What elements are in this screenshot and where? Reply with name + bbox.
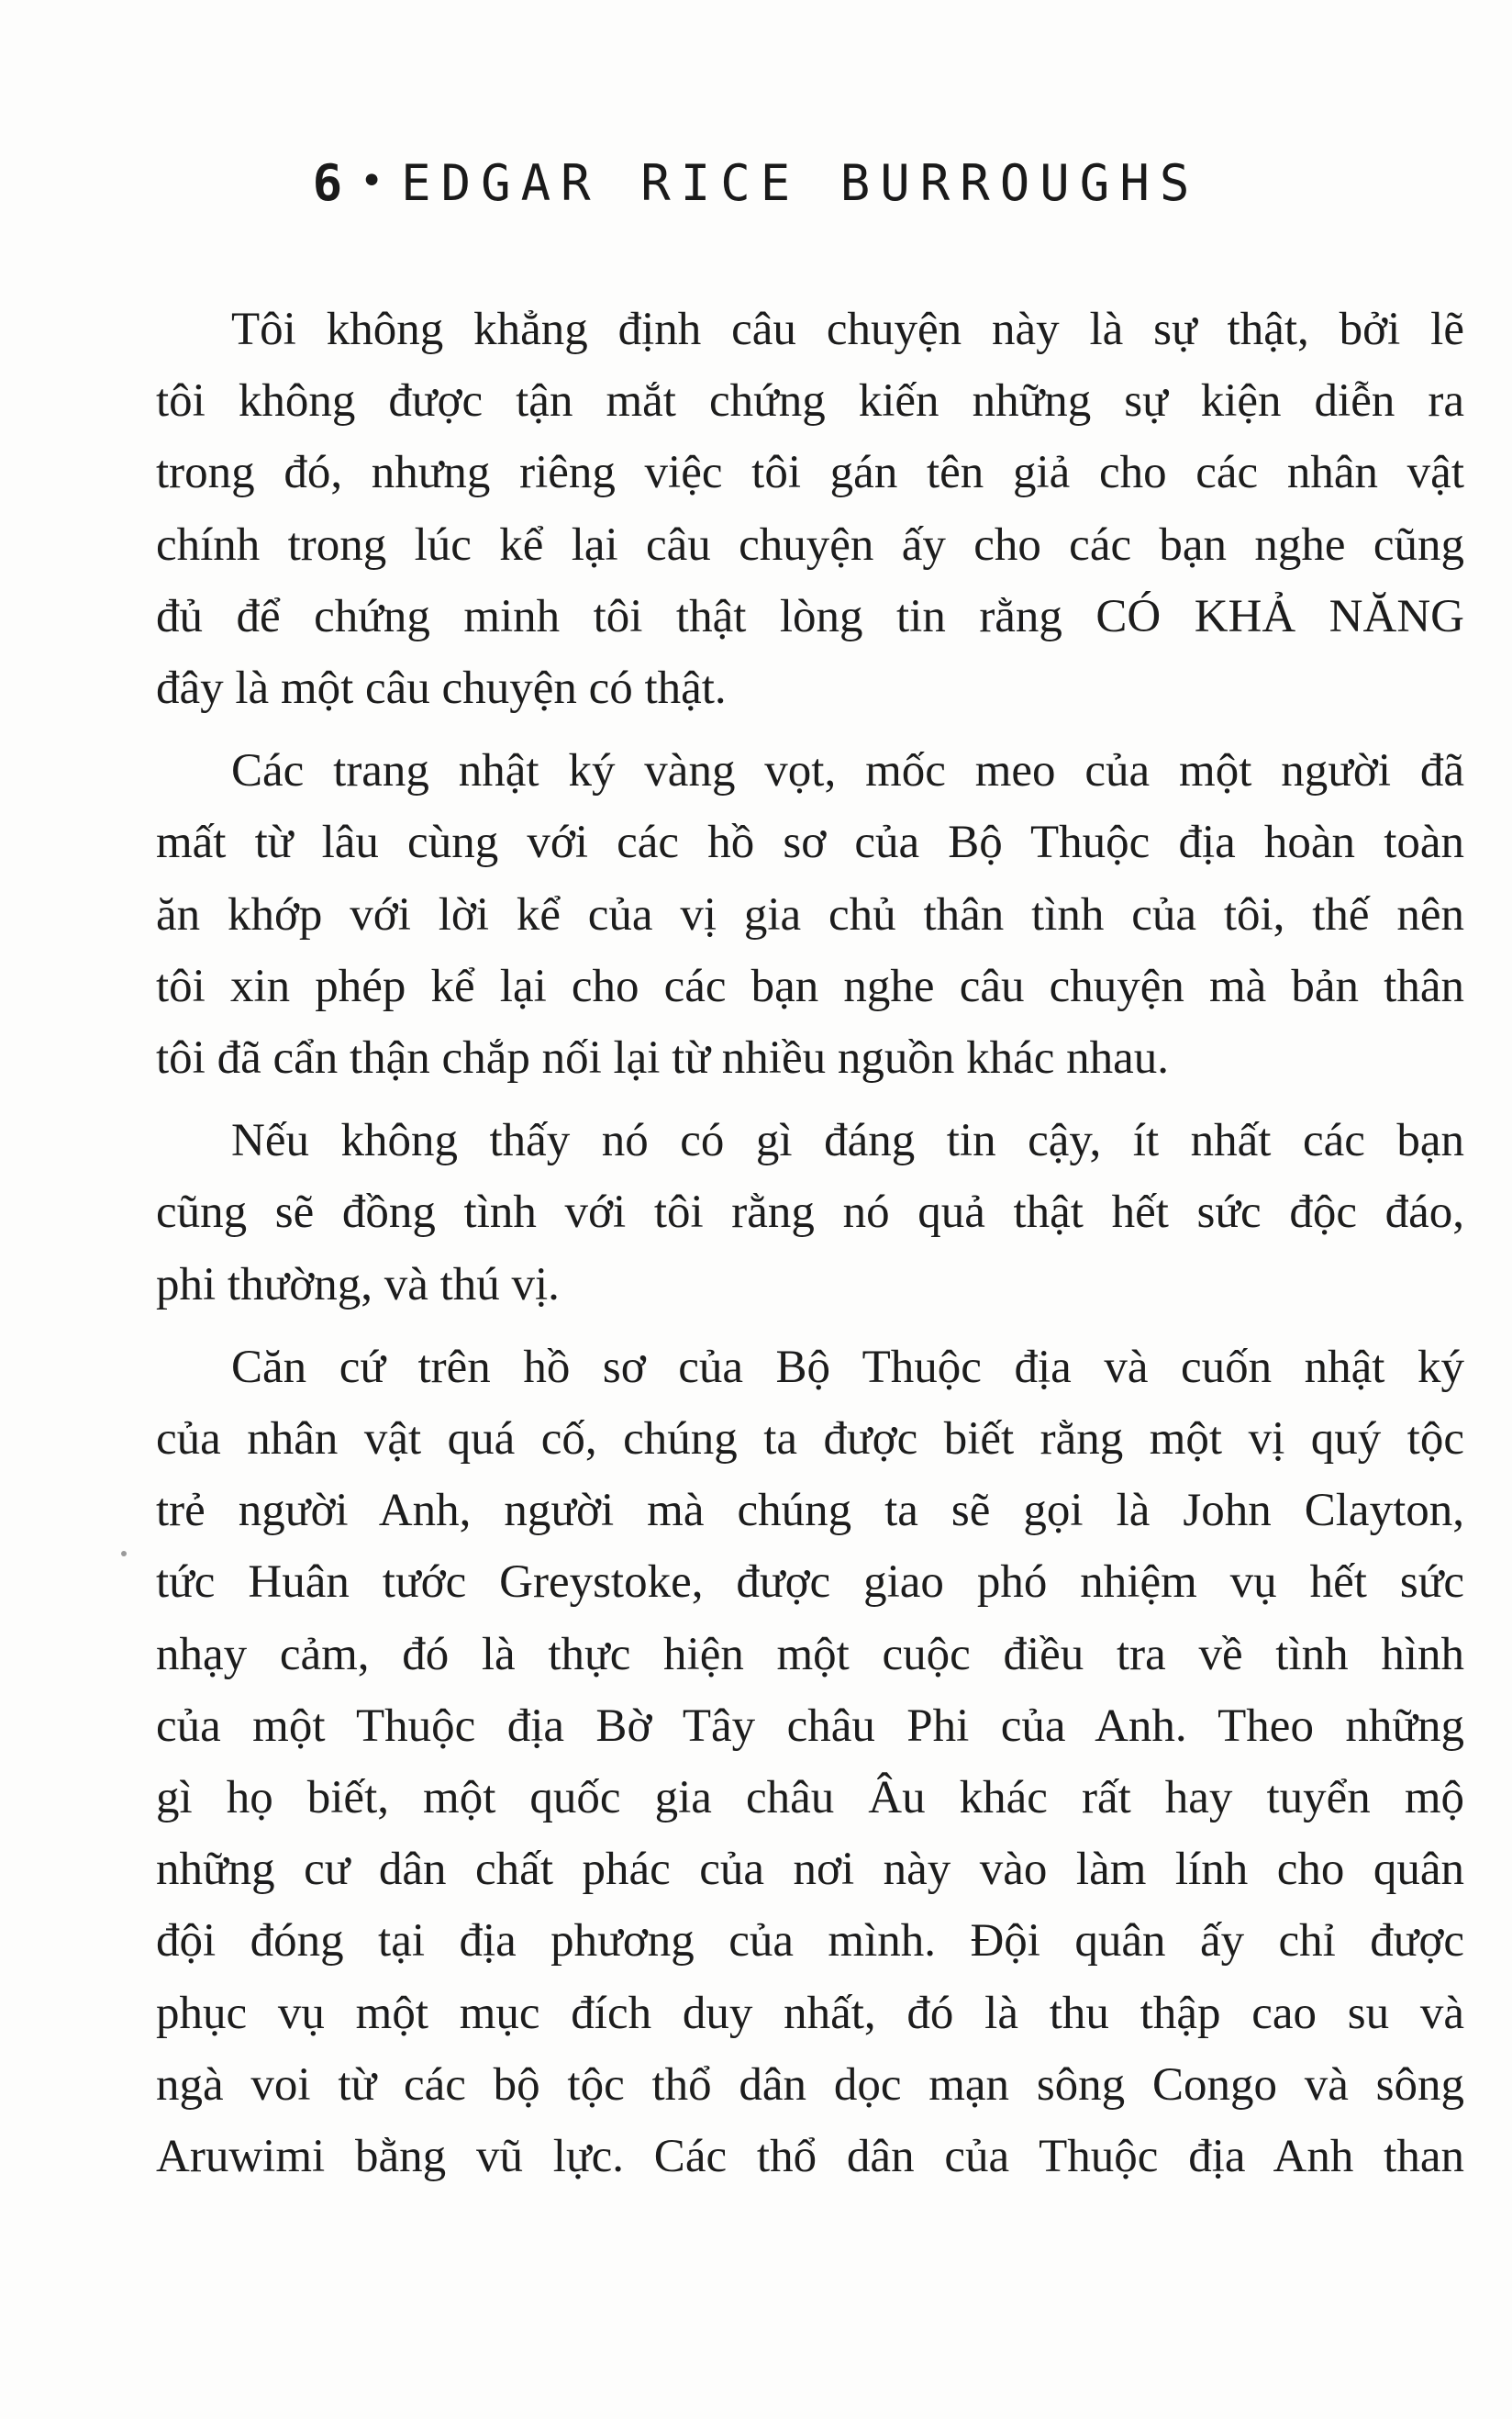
text-line: trẻ người Anh, người mà chúng ta sẽ gọi là John Clayton, [156, 1485, 1464, 1537]
author-name: EDGAR RICE BURROUGHS [401, 154, 1200, 212]
body-text [156, 294, 1464, 2203]
page-number: 6 [312, 154, 353, 212]
print-speck [121, 1551, 127, 1556]
text-line: phi thường, và thú vị. [156, 1258, 560, 1310]
text-line: cũng sẽ đồng tình với tôi rằng nó quả thật hết sức độc đáo, [156, 1187, 1464, 1239]
text-line: của nhân vật quá cố, chúng ta được biết rằng một vị quý tộc [156, 1413, 1464, 1466]
text-line: gì họ biết, một quốc gia châu Âu khác rất hay tuyển mộ [156, 1772, 1464, 1824]
text-line: chính trong lúc kể lại câu chuyện ấy cho các bạn nghe cũng [156, 518, 1464, 571]
text-line: phục vụ một mục đích duy nhất, đó là thu thập cao su và [156, 1987, 1464, 2039]
text-line: tôi xin phép kể lại cho các bạn nghe câu chuyện mà bản thân [156, 960, 1464, 1012]
text-line: đủ để chứng minh tôi thật lòng tin rằng CÓ KHẢ NĂNG [156, 590, 1464, 642]
text-line: những cư dân chất phác của nơi này vào làm lính cho quân [156, 1844, 1464, 1896]
text-line: của một Thuộc địa Bờ Tây châu Phi của Anh. Theo những [156, 1700, 1464, 1752]
text-line: Tôi không khẳng định câu chuyện này là sự thật, bởi lẽ [231, 304, 1464, 355]
text-line: trong đó, nhưng riêng việc tôi gán tên giả cho các nhân vật [156, 447, 1464, 499]
text-line: Aruwimi bằng vũ lực. Các thổ dân của Thuộc địa Anh than [156, 2131, 1464, 2183]
running-head [0, 154, 1512, 212]
text-line: Nếu không thấy nó có gì đáng tin cậy, ít nhất các bạn [231, 1115, 1464, 1167]
text-line: nhạy cảm, đó là thực hiện một cuộc điều tra về tình hình [156, 1628, 1464, 1680]
header-separator: • [360, 158, 395, 205]
text-line: tôi không được tận mắt chứng kiến những sự kiện diễn ra [156, 375, 1464, 428]
text-line: Các trang nhật ký vàng vọt, mốc meo của một người đã [231, 745, 1464, 797]
text-line: ăn khớp với lời kể của vị gia chủ thân tình của tôi, thế nên [156, 888, 1464, 941]
text-line: tôi đã cẩn thận chắp nối lại từ nhiều nguồn khác nhau. [156, 1032, 1169, 1085]
paragraph-2 [156, 735, 1464, 1094]
text-line: ngà voi từ các bộ tộc thổ dân dọc mạn sông Congo và sông [156, 2058, 1464, 2111]
text-line: mất từ lâu cùng với các hồ sơ của Bộ Thuộc địa hoàn toàn [156, 817, 1464, 869]
paragraph-4 [156, 1332, 1464, 2192]
paragraph-1 [156, 294, 1464, 724]
text-line: Căn cứ trên hồ sơ của Bộ Thuộc địa và cuốn nhật ký [231, 1341, 1464, 1393]
paragraph-3 [156, 1105, 1464, 1321]
text-line: tức Huân tước Greystoke, được giao phó nhiệm vụ hết sức [156, 1556, 1464, 1609]
text-line: đây là một câu chuyện có thật. [156, 663, 727, 715]
text-line: đội đóng tại địa phương của mình. Đội quân ấy chỉ được [156, 1915, 1464, 1968]
